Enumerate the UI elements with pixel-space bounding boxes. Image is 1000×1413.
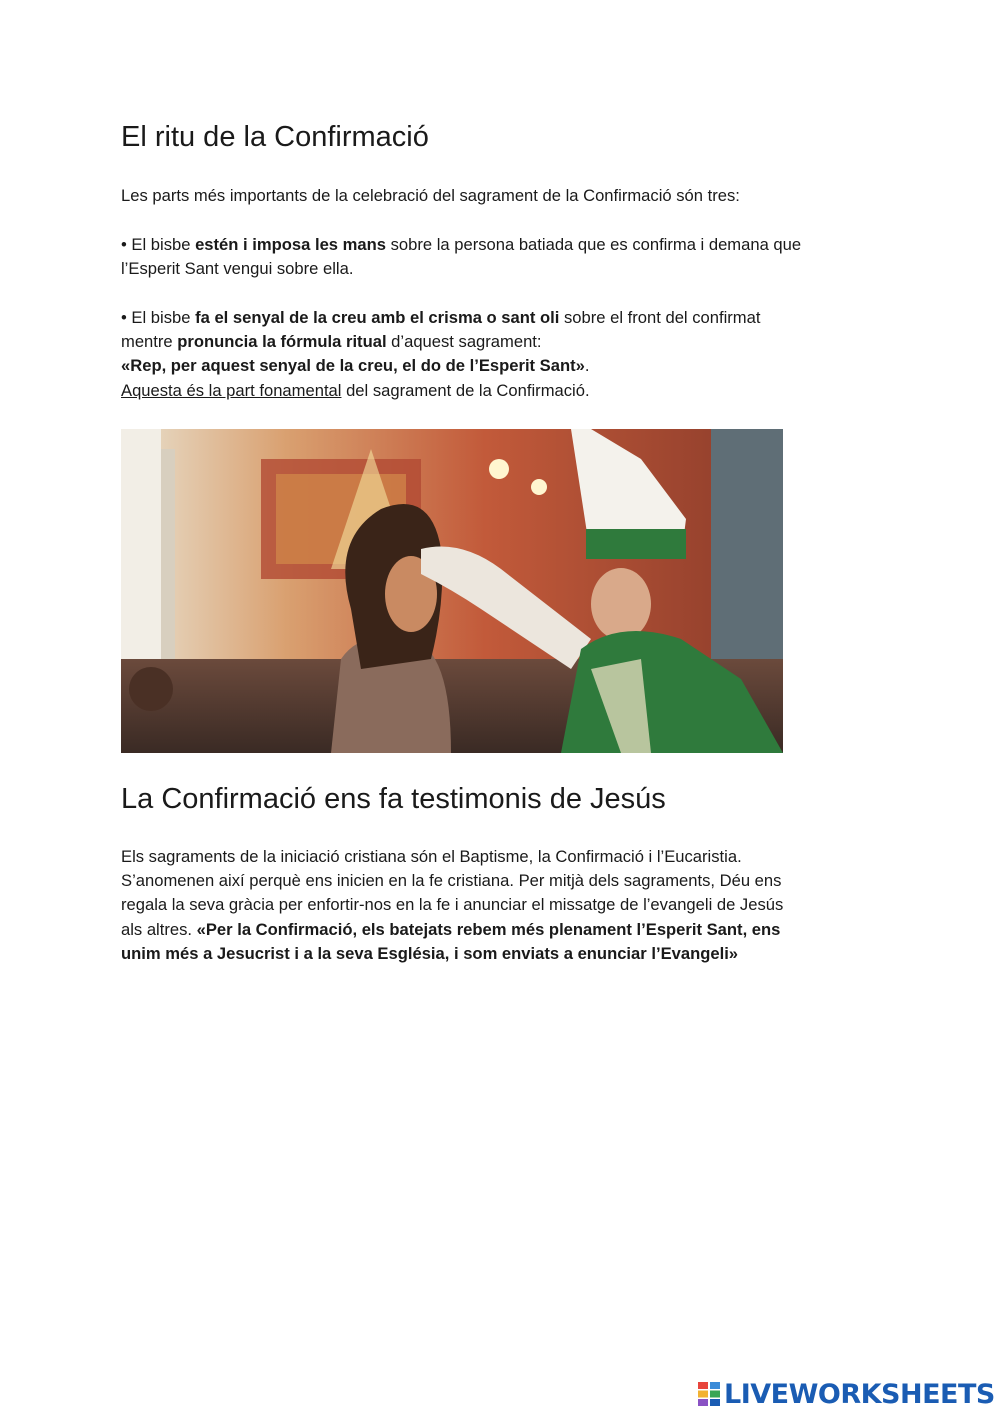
bullet2-line2: mentre pronuncia la fórmula ritual d’aquest sagrament:	[121, 332, 542, 351]
testimony-line5: unim més a Jesucrist i a la seva Església, i som enviats a enunciar l’Evangeli»	[121, 944, 739, 963]
intro-paragraph: Les parts més importants de la celebració del sagrament de la Confirmació són tres:	[121, 186, 740, 205]
section-title-testimony: La Confirmació ens fa testimonis de Jesús	[121, 783, 666, 815]
liveworksheets-logo-text: LIVEWORKSHEETS	[724, 1378, 995, 1410]
confirmation-photo-illustration	[121, 429, 783, 753]
bullet2-line1: • El bisbe fa el senyal de la creu amb el crisma o sant oli sobre el front del confirmat	[121, 308, 761, 327]
section-title-rite: El ritu de la Confirmació	[121, 121, 429, 153]
testimony-line3: regala la seva gràcia per enfortir-nos en la fe i anunciar el missatge de l’evangeli de Jesús	[121, 895, 784, 914]
liveworksheets-logo-icon	[698, 1382, 720, 1406]
bullet1-line2: l’Esperit Sant vengui sobre ella.	[121, 259, 354, 278]
ritual-formula-quote: «Rep, per aquest senyal de la creu, el do de l’Esperit Sant».	[121, 356, 590, 375]
fundamental-part-note: Aquesta és la part fonamental del sagrament de la Confirmació.	[121, 381, 590, 400]
liveworksheets-logo	[698, 1377, 995, 1411]
confirmation-photo	[121, 429, 783, 753]
testimony-line4: als altres. «Per la Confirmació, els batejats rebem més plenament l’Esperit Sant, ens	[121, 920, 781, 939]
testimony-line1: Els sagraments de la iniciació cristiana són el Baptisme, la Confirmació i l’Eucaristia.	[121, 847, 742, 866]
testimony-line2: S’anomenen així perquè ens inicien en la fe cristiana. Per mitjà dels sagraments, Déu ens	[121, 871, 782, 890]
bullet1-line1: • El bisbe estén i imposa les mans sobre la persona batiada que es confirma i demana que	[121, 235, 802, 254]
